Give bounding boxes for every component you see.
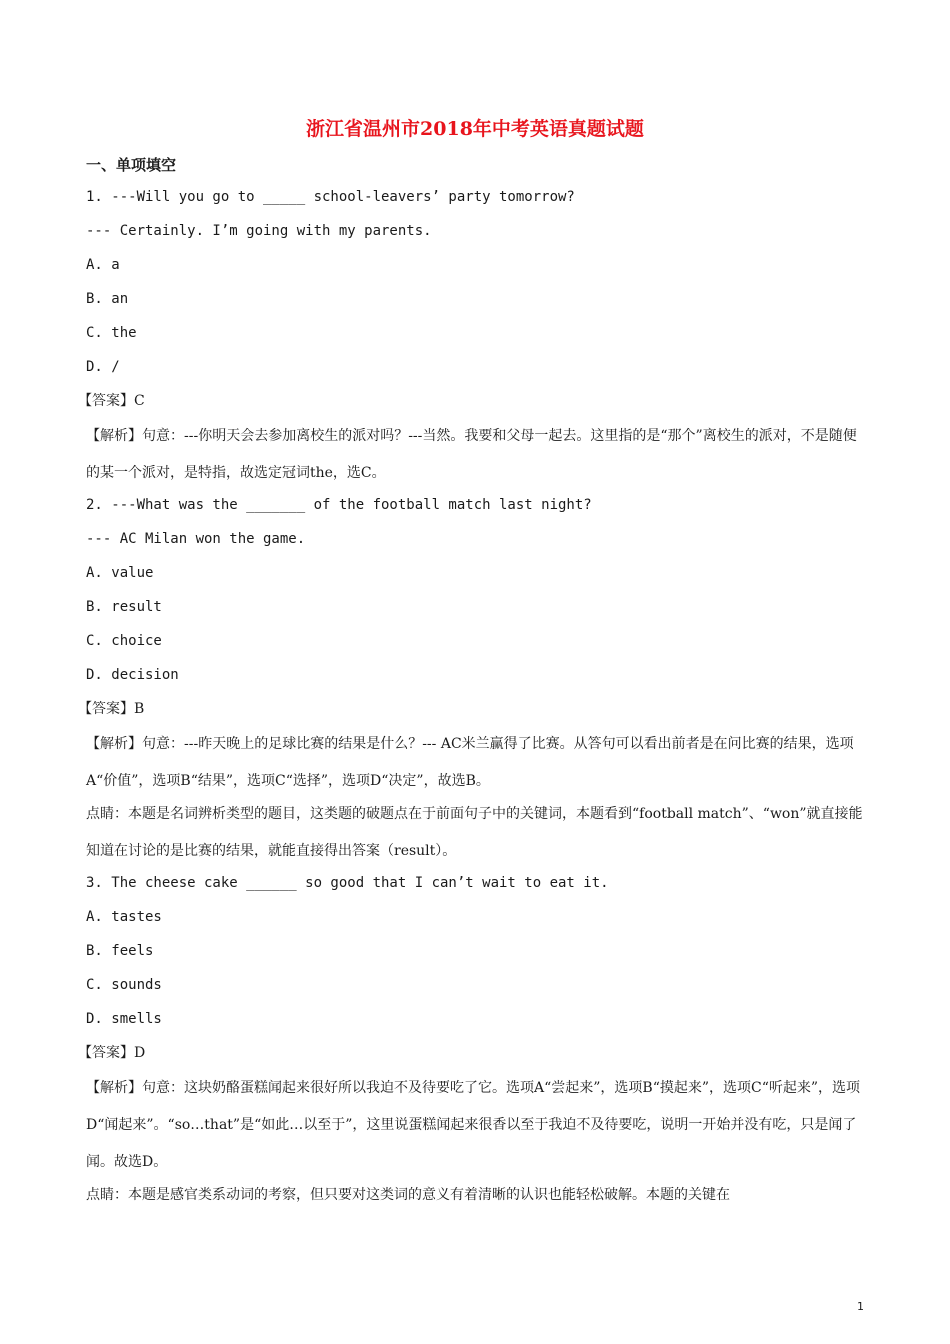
section-heading: 一、单项填空 [86,156,177,174]
q3-answer: 【答案】D [78,1045,146,1061]
q1-stem: 1. ---Will you go to _____ school-leavers’ party tomorrow? [86,189,575,205]
q3-option-a: A. tastes [86,909,162,925]
q1-option-a: A. a [86,257,120,273]
q1-option-b: B. an [86,291,129,307]
page-title: 浙江省温州市2018年中考英语真题试题 [306,118,644,140]
q2-option-c: C. choice [86,633,162,649]
q2-option-d: D. decision [86,667,179,683]
q3-analysis: 【解析】句意：这块奶酪蛋糕闻起来很好所以我迫不及待要吃了它。选项A“尝起来”，选项B“摸起来”，选项C“听起来”，选项D“闻起来”。“so…that”是“如此…以至于”，这里说蛋糕闻起来很香以至于我迫不及待要吃，说明一开始并没有吃，只是闻了闻。故选D。 [86,1080,861,1170]
q2-note: 点睛：本题是名词辨析类型的题目，这类题的破题点在于前面句子中的关键词，本题看到“football match”、“won”就直接能知道在讨论的是比赛的结果，就能直接得出答案（result）。 [86,806,863,859]
q2-option-b: B. result [86,599,162,615]
q1-answer: 【答案】C [78,393,145,409]
q2-stem: 2. ---What was the _______ of the football match last night? [86,497,592,513]
page-number: 1 [857,1300,864,1313]
q3-option-b: B. feels [86,943,154,959]
q1-option-c: C. the [86,325,137,341]
q3-note: 点睛：本题是感官类系动词的考察，但只要对这类词的意义有着清晰的认识也能轻松破解。本题的关键在 [86,1187,730,1203]
q2-reply: --- AC Milan won the game. [86,531,306,547]
q3-option-c: C. sounds [86,977,162,993]
questions [78,184,866,1214]
q1-analysis: 【解析】句意：---你明天会去参加离校生的派对吗？---当然。我要和父母一起去。这里指的是“那个”离校生的派对，不是随便的某一个派对，是特指，故选定冠词the，选C。 [86,428,857,481]
q3-option-d: D. smells [86,1011,162,1027]
q3-stem: 3. The cheese cake ______ so good that I can’t wait to eat it. [86,875,609,891]
q2-option-a: A. value [86,565,154,581]
q1-reply: --- Certainly. I’m going with my parents. [86,223,432,239]
q2-answer: 【答案】B [78,701,145,717]
q1-option-d: D. / [86,359,120,375]
q2-analysis: 【解析】句意：---昨天晚上的足球比赛的结果是什么？--- AC米兰赢得了比赛。从答句可以看出前者是在问比赛的结果，选项A“价值”，选项B“结果”，选项C“选择”，选项D“决定”，故选B。 [86,736,854,789]
